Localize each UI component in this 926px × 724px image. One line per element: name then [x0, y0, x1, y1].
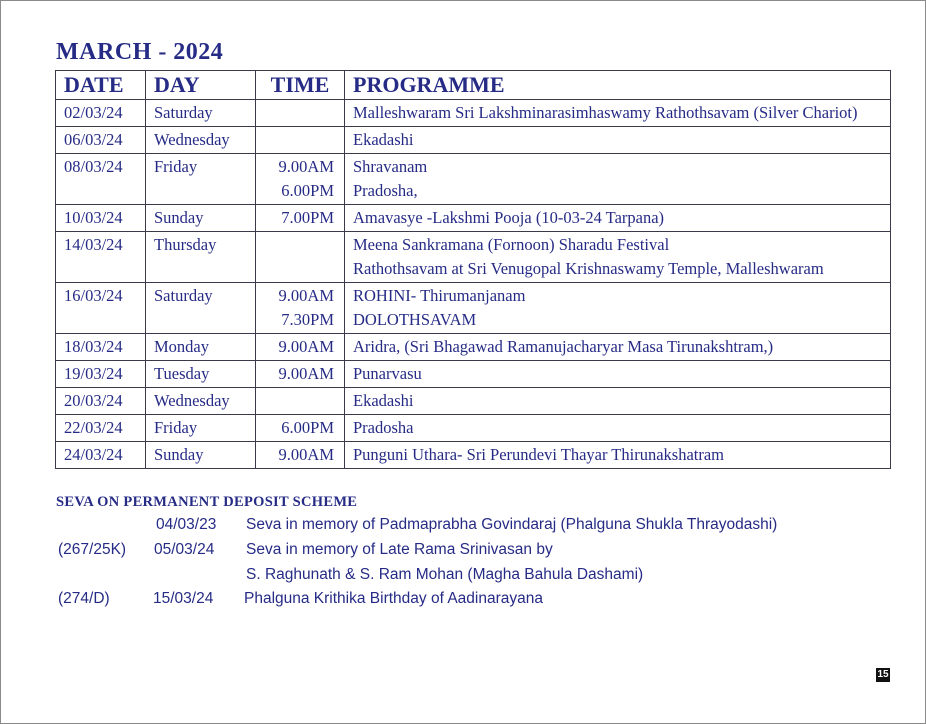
seva-section-title: SEVA ON PERMANENT DEPOSIT SCHEME	[56, 494, 358, 510]
time-value: 6.00PM	[281, 181, 334, 200]
programme-line: Meena Sankramana (Fornoon) Sharadu Festival	[353, 235, 670, 254]
table-body	[56, 100, 891, 469]
cell-time	[256, 334, 345, 361]
cell-programme	[345, 361, 891, 388]
time-value: 6.00PM	[281, 418, 334, 437]
seva-ref: (267/25K)	[58, 541, 127, 558]
seva-date: 15/03/24	[153, 590, 214, 607]
cell-programme	[345, 154, 891, 205]
seva-text: Phalguna Krithika Birthday of Aadinarayana	[244, 590, 544, 607]
table-row	[56, 388, 891, 415]
cell-programme	[345, 232, 891, 283]
table-header-row	[56, 71, 891, 100]
programme-line: Malleshwaram Sri Lakshminarasimhaswamy Rathothsavam (Silver Chariot)	[353, 103, 858, 122]
time-value: 7.30PM	[281, 310, 334, 329]
cell-time	[256, 283, 345, 334]
cell-date: 10/03/24	[56, 205, 146, 232]
programme-line: Pradosha	[353, 418, 414, 437]
seva-ref: (274/D)	[58, 590, 110, 607]
cell-date: 22/03/24	[56, 415, 146, 442]
seva-text: Seva in memory of Late Rama Srinivasan by	[246, 541, 553, 558]
month-title: MARCH - 2024	[56, 39, 224, 65]
table-row	[56, 127, 891, 154]
cell-date: 14/03/24	[56, 232, 146, 283]
cell-programme	[345, 127, 891, 154]
cell-time	[256, 415, 345, 442]
seva-text-continued: S. Raghunath & S. Ram Mohan (Magha Bahula Dashami)	[246, 566, 644, 583]
table-row	[56, 232, 891, 283]
cell-day: Sunday	[146, 205, 256, 232]
cell-time	[256, 154, 345, 205]
cell-day: Friday	[146, 154, 256, 205]
programme-line: Ekadashi	[353, 391, 414, 410]
time-value: 9.00AM	[278, 364, 334, 383]
cell-time	[256, 232, 345, 283]
time-value: 9.00AM	[278, 286, 334, 305]
programme-line: ROHINI- Thirumanjanam	[353, 286, 526, 305]
cell-date: 08/03/24	[56, 154, 146, 205]
cell-programme	[345, 205, 891, 232]
cell-time	[256, 127, 345, 154]
cell-day: Tuesday	[146, 361, 256, 388]
cell-day: Friday	[146, 415, 256, 442]
cell-date: 02/03/24	[56, 100, 146, 127]
header-time: TIME	[256, 71, 345, 100]
time-value: 9.00AM	[278, 157, 334, 176]
cell-programme	[345, 442, 891, 469]
programme-line: Amavasye -Lakshmi Pooja (10-03-24 Tarpana)	[353, 208, 665, 227]
programme-line: Ekadashi	[353, 130, 414, 149]
cell-programme	[345, 415, 891, 442]
programme-line: Punarvasu	[353, 364, 422, 383]
cell-time	[256, 388, 345, 415]
table-row	[56, 334, 891, 361]
cell-day: Sunday	[146, 442, 256, 469]
cell-date: 06/03/24	[56, 127, 146, 154]
cell-date: 24/03/24	[56, 442, 146, 469]
cell-programme	[345, 283, 891, 334]
cell-date: 19/03/24	[56, 361, 146, 388]
time-value: 9.00AM	[278, 337, 334, 356]
cell-time	[256, 205, 345, 232]
programme-line: Shravanam	[353, 157, 428, 176]
time-value: 7.00PM	[281, 208, 334, 227]
cell-programme	[345, 100, 891, 127]
cell-day: Thursday	[146, 232, 256, 283]
cell-time	[256, 361, 345, 388]
cell-programme	[345, 334, 891, 361]
programme-line: Rathothsavam at Sri Venugopal Krishnaswamy Temple, Malleshwaram	[353, 259, 824, 278]
table-row	[56, 361, 891, 388]
cell-date: 16/03/24	[56, 283, 146, 334]
seva-text: Seva in memory of Padmaprabha Govindaraj (Phalguna Shukla Thrayodashi)	[246, 516, 778, 533]
table-row	[56, 283, 891, 334]
cell-day: Monday	[146, 334, 256, 361]
cell-day: Saturday	[146, 100, 256, 127]
cell-day: Wednesday	[146, 127, 256, 154]
programme-line: Punguni Uthara- Sri Perundevi Thayar Thirunakshatram	[353, 445, 725, 464]
header-programme: PROGRAMME	[345, 71, 891, 100]
cell-day: Wednesday	[146, 388, 256, 415]
table-row	[56, 205, 891, 232]
cell-date: 18/03/24	[56, 334, 146, 361]
page-number: 15	[877, 669, 889, 680]
seva-date: 05/03/24	[154, 541, 215, 558]
cell-programme	[345, 388, 891, 415]
programme-line: Aridra, (Sri Bhagawad Ramanujacharyar Masa Tirunakshtram,)	[353, 337, 774, 356]
time-value: 9.00AM	[278, 445, 334, 464]
table-row	[56, 415, 891, 442]
header-date: DATE	[56, 71, 146, 100]
table-row	[56, 154, 891, 205]
table-row	[56, 100, 891, 127]
header-day: DAY	[146, 71, 256, 100]
cell-date: 20/03/24	[56, 388, 146, 415]
cell-day: Saturday	[146, 283, 256, 334]
table-row	[56, 442, 891, 469]
programme-table	[55, 70, 891, 469]
seva-date: 04/03/23	[156, 516, 217, 533]
cell-time	[256, 100, 345, 127]
cell-time	[256, 442, 345, 469]
programme-line: Pradosha,	[353, 181, 418, 200]
programme-line: DOLOTHSAVAM	[353, 310, 477, 329]
